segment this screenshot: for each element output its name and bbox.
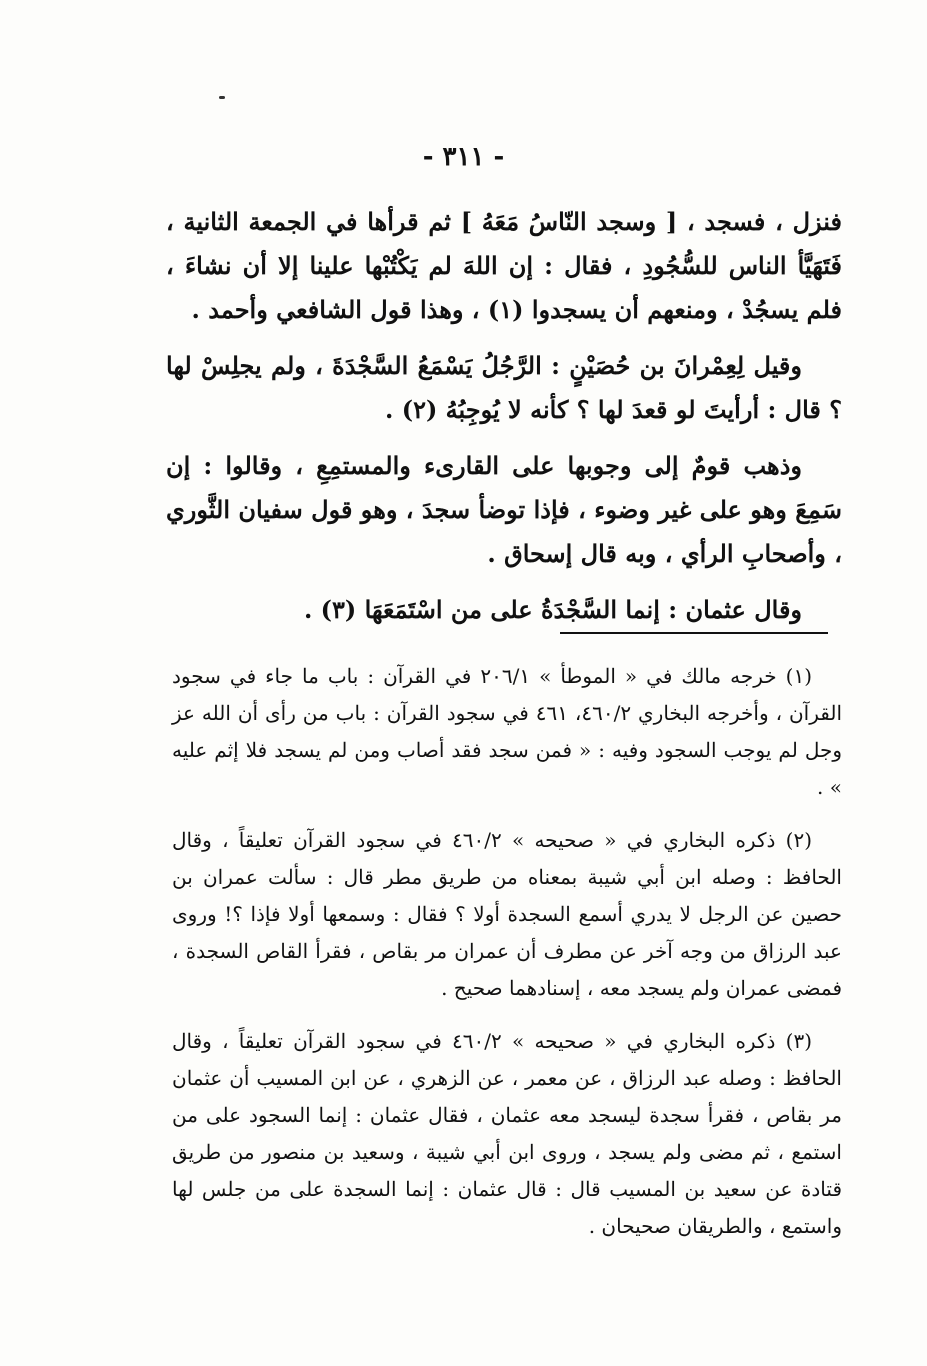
- ink-speck: [219, 96, 225, 99]
- footnotes: [172, 658, 842, 1261]
- footnote-separator: [560, 632, 828, 634]
- main-paragraph: فنزل ، فسجد ، [ وسجد النّاسُ مَعَهُ ] ثم قرأها في الجمعة الثانية ، فَتَهَيَّأ الناس للسُّجُودِ ، فقال : إن اللهَ لم يَكْتُبْها علينا إلا أن نشاءَ ، فلم يسجُدْ ، ومنعهم أن يسجدوا (١) ، وهذا قول الشافعي وأحمد .: [166, 207, 842, 324]
- footnote: (١) خرجه مالك في « الموطأ » ٢٠٦/١ في القرآن : باب ما جاء في سجود القرآن ، وأخرجه البخاري ٤٦٠/٢، ٤٦١ في سجود القرآن : باب من رأى أن الله عز وجل لم يوجب السجود وفيه : « فمن سجد فقد أصاب ومن لم يسجد فلا إثم عليه » .: [172, 664, 843, 799]
- main-paragraph: وقال عثمان : إنما السَّجْدَةُ على من اسْتَمَعَهَا (٣) .: [303, 595, 802, 624]
- main-text: [166, 200, 842, 644]
- footnote: (٢) ذكره البخاري في « صحيحه » ٤٦٠/٢ في سجود القرآن تعليقاً ، وقال الحافظ : وصله ابن أبي شيبة بمعناه من طريق مطر قال : سألت عمران بن حصين عن الرجل لا يدري أسمع السجدة أولا ؟ فقال : وسمعها أولا فإذا ؟! وروى عبد الرزاق من وجه آخر عن مطرف أن عمران مر بقاص ، فقرأ القاص السجدة ، فمضى عمران ولم يسجد معه ، إسنادهما صحيح .: [172, 828, 842, 1000]
- page-number: - ٣١١ -: [422, 142, 505, 172]
- footnote: (٣) ذكره البخاري في « صحيحه » ٤٦٠/٢ في سجود القرآن تعليقاً ، وقال الحافظ : وصله عبد الرزاق ، عن معمر ، عن الزهري ، عن ابن المسيب أن عثمان مر بقاص ، فقرأ سجدة ليسجد معه عثمان ، فقال عثمان : إنما السجود على من استمع ، ثم مضى ولم يسجد ، وروى ابن أبي شيبة ، وسعيد بن منصور من طريق قتادة عن سعيد بن المسيب قال : قال عثمان : إنما السجدة على من جلس لها واستمع ، والطريقان صحيحان .: [172, 1029, 842, 1238]
- main-paragraph: وذهب قومٌ إلى وجوبها على القارىء والمستمِعِ ، وقالوا : إن سَمِعَ وهو على غير وضوء ، فإذا توضأ سجدَ ، وهو قول سفيان الثَّوري ، وأصحابِ الرأي ، وبه قال إسحاق .: [166, 451, 842, 568]
- main-paragraph: وقيل لِعِمْرانَ بن حُصَيْنٍ : الرَّجُلُ يَسْمَعُ السَّجْدَةَ ، ولم يجلِسْ لها ؟ قال : أرأيتَ لو قعدَ لها ؟ كأنه لا يُوجِبُهُ (٢) .: [166, 351, 842, 424]
